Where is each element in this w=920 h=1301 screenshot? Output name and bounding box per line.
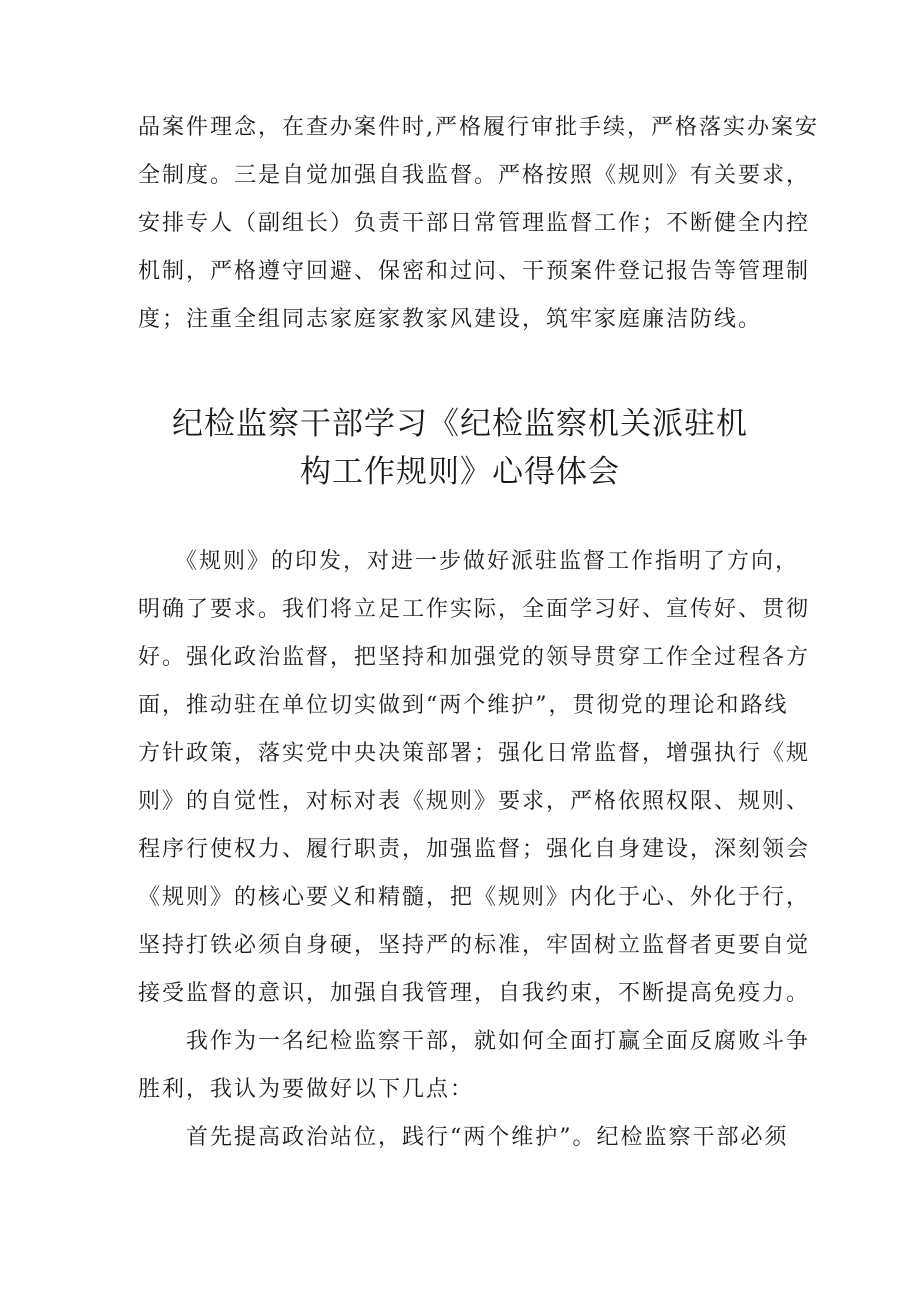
intro-paragraph — [138, 104, 819, 344]
paragraph-line: 全制度。三是自觉加强自我监督。严格按照《规则》有关要求， — [138, 163, 811, 188]
body-line: 接受监督的意识，加强自我管理，自我约束，不断提高免疫力。 — [138, 981, 811, 1006]
paragraph-line: 度；注重全组同志家庭家教家风建设，筑牢家庭廉洁防线。 — [138, 307, 763, 332]
body-line: 《规则》的印发，对进一步做好派驻监督工作指明了方向， — [138, 549, 800, 574]
body-line: 《规则》的核心要义和精髓，把《规则》内化于心、外化于行， — [138, 885, 811, 910]
article-body — [138, 538, 811, 1162]
body-line: 程序行使权力、履行职责，加强监督；强化自身建设，深刻领会 — [138, 837, 811, 862]
article-title — [100, 400, 820, 496]
paragraph-line: 安排专人（副组长）负责干部日常管理监督工作；不断健全内控 — [138, 211, 811, 236]
body-line: 明确了要求。我们将立足工作实际，全面学习好、宣传好、贯彻 — [138, 597, 811, 622]
body-line: 胜利，我认为要做好以下几点： — [138, 1077, 475, 1102]
paragraph-line: 品案件理念，在查办案件时,严格履行审批手续，严格落实办案安 — [138, 115, 819, 140]
body-line: 首先提高政治站位，践行“两个维护”。纪检监察干部必须 — [138, 1125, 789, 1150]
body-line: 则》的自觉性，对标对表《规则》要求，严格依照权限、规则、 — [138, 789, 811, 814]
body-line: 坚持打铁必须自身硬，坚持严的标准，牢固树立监督者更要自觉 — [138, 933, 811, 958]
body-line: 面，推动驻在单位切实做到“两个维护”，贯彻党的理论和路线 — [138, 693, 789, 718]
paragraph-line: 机制，严格遵守回避、保密和过问、干预案件登记报告等管理制 — [138, 259, 811, 284]
body-line: 我作为一名纪检监察干部，就如何全面打赢全面反腐败斗争 — [138, 1029, 811, 1054]
body-line: 好。强化政治监督，把坚持和加强党的领导贯穿工作全过程各方 — [138, 645, 811, 670]
title-line: 构工作规则》心得体会 — [300, 454, 620, 490]
body-line: 方针政策，落实党中央决策部署；强化日常监督，增强执行《规 — [138, 741, 811, 766]
title-line: 纪检监察干部学习《纪检监察机关派驻机 — [172, 406, 748, 442]
